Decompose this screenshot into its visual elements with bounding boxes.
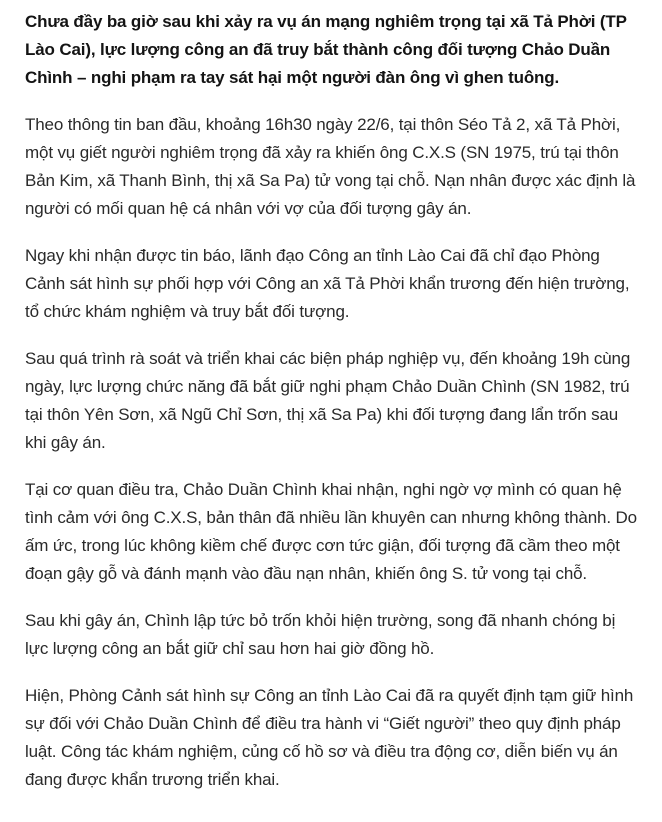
lead-paragraph: Chưa đầy ba giờ sau khi xảy ra vụ án mạng nghiêm trọng tại xã Tả Phời (TP Lào Cai), lực lượng công an đã truy bắt thành công đối tượng Chảo Duần Chình – nghi phạm ra tay sát hại một người đàn ông vì ghen tuông. — [25, 12, 627, 87]
article-paragraph: Hiện, Phòng Cảnh sát hình sự Công an tỉnh Lào Cai đã ra quyết định tạm giữ hình sự đối với Chảo Duần Chình để điều tra hành vi “Giết người” theo quy định pháp luật. Công tác khám nghiệm, củng cố hồ sơ và điều tra động cơ, diễn biến vụ án đang được khẩn trương triển khai. — [25, 686, 634, 789]
article-paragraph: Theo thông tin ban đầu, khoảng 16h30 ngày 22/6, tại thôn Séo Tả 2, xã Tả Phời, một vụ giết người nghiêm trọng đã xảy ra khiến ông C.X.S (SN 1975, trú tại thôn Bản Kim, xã Thanh Bình, thị xã Sa Pa) tử vong tại chỗ. Nạn nhân được xác định là người có mối quan hệ cá nhân với vợ của đối tượng gây án. — [25, 115, 636, 218]
article-paragraph: Sau khi gây án, Chình lập tức bỏ trốn khỏi hiện trường, song đã nhanh chóng bị lực lượng công an bắt giữ chỉ sau hơn hai giờ đồng hồ. — [25, 611, 616, 658]
article-paragraph: Sau quá trình rà soát và triển khai các biện pháp nghiệp vụ, đến khoảng 19h cùng ngày, lực lượng chức năng đã bắt giữ nghi phạm Chảo Duần Chình (SN 1982, trú tại thôn Yên Sơn, xã Ngũ Chỉ Sơn, thị xã Sa Pa) khi đối tượng đang lẩn trốn sau khi gây án. — [25, 349, 631, 452]
article-paragraph: Ngay khi nhận được tin báo, lãnh đạo Công an tỉnh Lào Cai đã chỉ đạo Phòng Cảnh sát hình sự phối hợp với Công an xã Tả Phời khẩn trương đến hiện trường, tổ chức khám nghiệm và truy bắt đối tượng. — [25, 246, 630, 321]
article-paragraph: Tại cơ quan điều tra, Chảo Duần Chình khai nhận, nghi ngờ vợ mình có quan hệ tình cảm với ông C.X.S, bản thân đã nhiều lần khuyên can nhưng không thành. Do ấm ức, trong lúc không kiềm chế được cơn tức giận, đối tượng đã cầm theo một đoạn gậy gỗ và đánh mạnh vào đầu nạn nhân, khiến ông S. tử vong tại chỗ. — [25, 480, 637, 583]
